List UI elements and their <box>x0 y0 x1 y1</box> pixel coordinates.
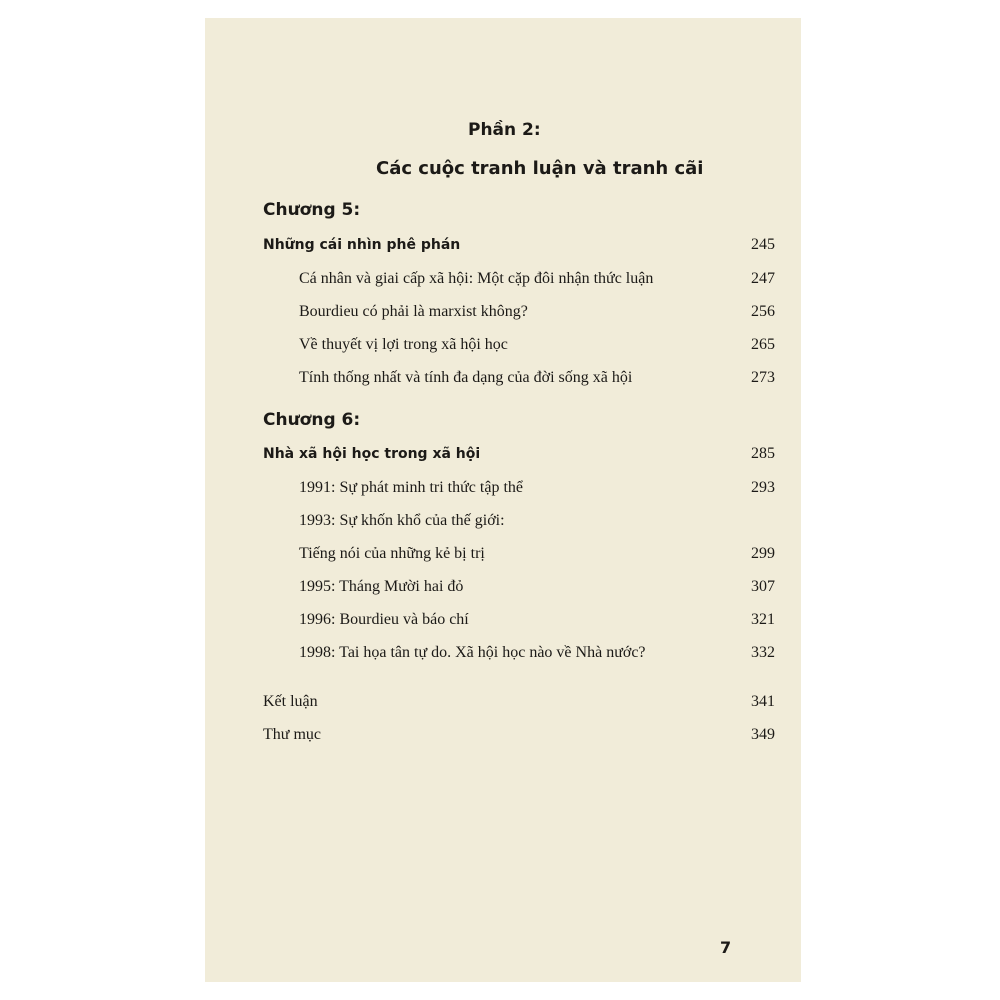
toc-back-matter-title: Kết luận <box>263 693 318 710</box>
toc-entry-title: Cá nhân và giai cấp xã hội: Một cặp đôi nhận thức luận <box>299 270 654 287</box>
toc-entry-page: 273 <box>751 369 775 386</box>
part-title: Các cuộc tranh luận và tranh cãi <box>376 158 704 179</box>
toc-back-matter-title: Thư mục <box>263 726 321 743</box>
toc-entry-page: 247 <box>751 270 775 287</box>
toc-back-matter-page: 341 <box>751 693 775 710</box>
toc-entry-title: 1991: Sự phát minh tri thức tập thể <box>299 479 523 496</box>
toc-entry-page: 299 <box>751 545 775 562</box>
toc-entry-page: 265 <box>751 336 775 353</box>
toc-back-matter-page: 349 <box>751 726 775 743</box>
chapter-6-label: Chương 6: <box>263 410 361 430</box>
toc-entry-page: 256 <box>751 303 775 320</box>
chapter-5-heading: Những cái nhìn phê phán <box>263 237 461 253</box>
toc-entry-title: 1998: Tai họa tân tự do. Xã hội học nào về Nhà nước? <box>299 644 646 661</box>
book-page <box>205 18 801 982</box>
page-number: 7 <box>720 938 732 957</box>
toc-entry-page: 293 <box>751 479 775 496</box>
chapter-5-label: Chương 5: <box>263 200 361 220</box>
toc-entry-title: Tính thống nhất và tính đa dạng của đời sống xã hội <box>299 369 633 386</box>
toc-entry-page: 332 <box>751 644 775 661</box>
toc-entry-title: Bourdieu có phải là marxist không? <box>299 303 528 320</box>
toc-entry-page: 321 <box>751 611 775 628</box>
toc-entry-title: 1995: Tháng Mười hai đỏ <box>299 578 464 595</box>
toc-entry-page: 307 <box>751 578 775 595</box>
part-label: Phần 2: <box>468 120 541 140</box>
chapter-6-heading: Nhà xã hội học trong xã hội <box>263 446 481 462</box>
toc-entry-title: Tiếng nói của những kẻ bị trị <box>299 545 485 562</box>
toc-entry-title: 1996: Bourdieu và báo chí <box>299 611 469 628</box>
toc-entry-title: 1993: Sự khốn khổ của thế giới: <box>299 512 505 529</box>
chapter-5-heading-page: 245 <box>751 236 775 253</box>
chapter-6-heading-page: 285 <box>751 445 775 462</box>
toc-entry-title: Về thuyết vị lợi trong xã hội học <box>299 336 508 353</box>
